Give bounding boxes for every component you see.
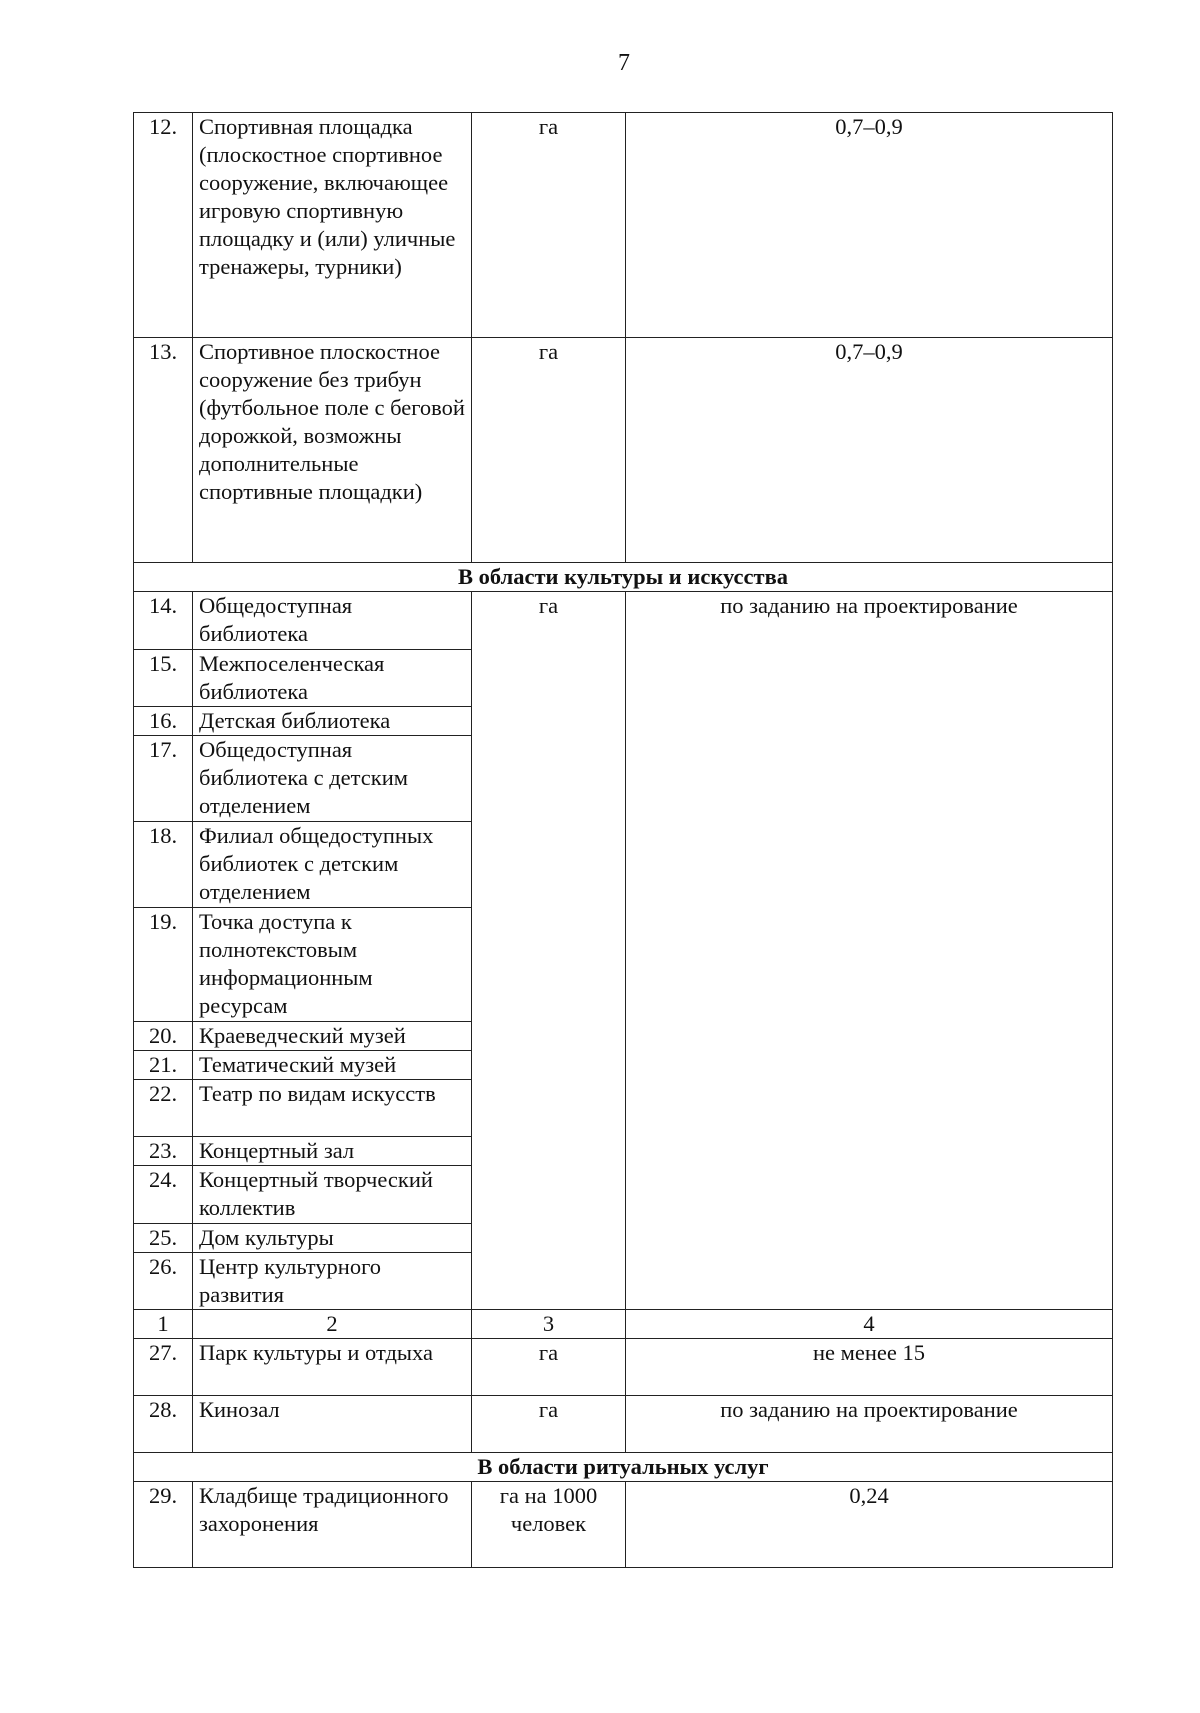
row-number: 20. [134,1022,193,1051]
table-row [134,592,1113,650]
object-name: Парк культуры и отдыха [193,1339,472,1396]
object-name: Общедоступная библиотека [193,592,472,650]
row-number: 23. [134,1137,193,1166]
object-name: Общедоступная библиотека с детским отделением [193,736,472,822]
value: не менее 15 [626,1339,1113,1396]
table-row [134,1482,1113,1568]
row-number: 16. [134,707,193,736]
object-name: Центр культурного развития [193,1253,472,1310]
row-number: 14. [134,592,193,650]
value: 0,24 [626,1482,1113,1568]
object-name: Дом культуры [193,1224,472,1253]
norms-table [133,112,1113,1568]
column-number-row [134,1310,1113,1339]
row-number: 22. [134,1080,193,1137]
row-number: 28. [134,1396,193,1453]
section-row [134,1453,1113,1482]
value: 0,7–0,9 [626,113,1113,338]
row-number: 13. [134,338,193,563]
object-name: Краеведческий музей [193,1022,472,1051]
unit: га [472,113,626,338]
unit: га [472,338,626,563]
table-row [134,338,1113,563]
value: 0,7–0,9 [626,338,1113,563]
column-number: 2 [193,1310,472,1339]
row-number: 12. [134,113,193,338]
unit: га на 1000 человек [472,1482,626,1568]
row-number: 26. [134,1253,193,1310]
object-name: Концертный зал [193,1137,472,1166]
row-number: 25. [134,1224,193,1253]
column-number: 3 [472,1310,626,1339]
object-name: Детская библиотека [193,707,472,736]
table-row [134,1339,1113,1396]
table-row [134,113,1113,338]
object-name: Точка доступа к полнотекстовым информационным ресурсам [193,908,472,1022]
object-name: Филиал общедоступных библиотек с детским отделением [193,822,472,908]
object-name: Спортивная площадка (плоскостное спортивное сооружение, включающее игровую спортивную площадку и (или) уличные тренажеры, турники) [193,113,472,338]
row-number: 27. [134,1339,193,1396]
row-number: 21. [134,1051,193,1080]
row-number: 15. [134,650,193,707]
column-number: 4 [626,1310,1113,1339]
object-name: Межпоселенческая библиотека [193,650,472,707]
unit: га [472,592,626,1310]
object-name: Спортивное плоскостное сооружение без трибун (футбольное поле с беговой дорожкой, возможны дополнительные спортивные площадки) [193,338,472,563]
row-number: 19. [134,908,193,1022]
row-number: 24. [134,1166,193,1224]
row-number: 18. [134,822,193,908]
section-title: В области ритуальных услуг [134,1453,1113,1482]
unit: га [472,1339,626,1396]
object-name: Кинозал [193,1396,472,1453]
row-number: 17. [134,736,193,822]
row-number: 29. [134,1482,193,1568]
object-name: Тематический музей [193,1051,472,1080]
page-number: 7 [618,50,630,76]
column-number: 1 [134,1310,193,1339]
value: по заданию на проектирование [626,592,1113,1310]
unit: га [472,1396,626,1453]
section-title: В области культуры и искусства [134,563,1113,592]
object-name: Кладбище традиционного захоронения [193,1482,472,1568]
table-row [134,1396,1113,1453]
section-row [134,563,1113,592]
object-name: Театр по видам искусств [193,1080,472,1137]
value: по заданию на проектирование [626,1396,1113,1453]
object-name: Концертный творческий коллектив [193,1166,472,1224]
